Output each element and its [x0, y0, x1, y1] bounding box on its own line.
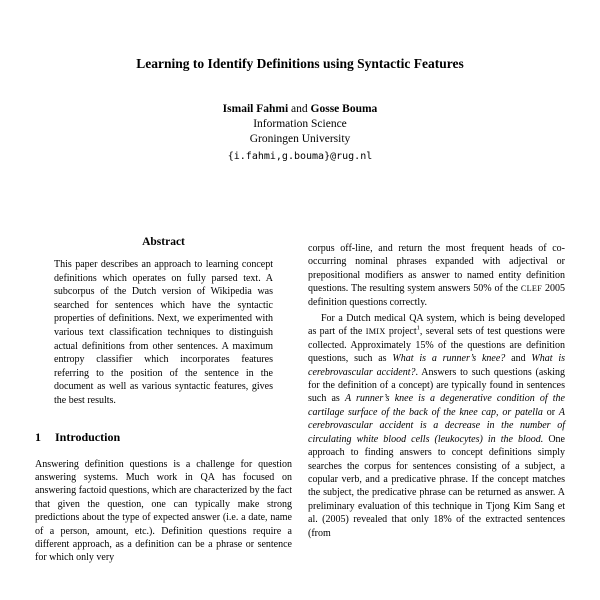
section-heading-introduction — [35, 430, 292, 445]
author-names: Ismail Fahmi and Gosse Bouma — [222, 103, 378, 115]
abstract-text: This paper describes an approach to learning concept definitions which operates on fully parsed text. A subcorpus of the Dutch version of Wikipedia was searched for sentences which have the syntactic properties of definitions. Next, we experimented with various text classification techniques to distinguish actual definitions from other sentences. A maximum entropy classifier which incorporates features referring to the position of the sentence in the document as well as various syntactic features, gives the best results. — [54, 259, 273, 406]
right-column — [308, 242, 565, 540]
introduction-paragraph: Answering definition questions is a challenge for question answering systems. Much work in QA has focused on answering factoid questions, which are characterized by the fact that given the question, one can typically make strong predictions about the type of expected answer (i.e. a date, name of a person, amount, etc.). Definition questions require a different approach, as a definition can be a phrase or sentence for which only very — [35, 458, 292, 564]
author-email: {i.fahmi,g.bouma}@rug.nl — [227, 151, 373, 162]
body-paragraph-1: corpus off-line, and return the most frequent heads of co-occurring nominal phrases expanded with adjectival or prepositional modifiers as answer to named entity definition questions. The resulting system answers 50% of the CLEF 2005 definition questions correctly. — [308, 243, 565, 308]
abstract-heading: Abstract — [142, 236, 185, 248]
affiliation-university: Groningen University — [249, 133, 351, 145]
affiliation-department: Information Science — [253, 118, 347, 130]
body-paragraph-2: For a Dutch medical QA system, which is being developed as part of the IMIX project$^1$, several sets of test questions were collected. Approximately 15% of the questions are definition questions, such as What is a runner’s knee? and What is cerebrovascular accident?. Answers to such questions (asking for the definition of a concept) are typically found in sentences such as A runner’s knee is a degenerative condition of the cartilage surface of the back of the knee cap, or patella or A cerebrovascular accident is a decrease in the number of circulating white blood cells (leukocytes) in the blood. One approach to finding answers to concept definitions simply searches the corpus for sentences consisting of a subject, a copular verb, and a predicative phrase. If the concept matches the subject, the predicative phrase can be returned as answer. A preliminary evaluation of this technique in Tjong Kim Sang et al. (2005) revealed that only 18% of the extracted sentences (from — [308, 313, 565, 539]
section-title: Introduction — [55, 429, 121, 444]
paper-title: Learning to Identify Definitions using Syntactic Features — [136, 56, 464, 71]
author-block — [0, 102, 600, 164]
left-column — [35, 236, 292, 565]
section-number: 1 — [35, 429, 41, 444]
